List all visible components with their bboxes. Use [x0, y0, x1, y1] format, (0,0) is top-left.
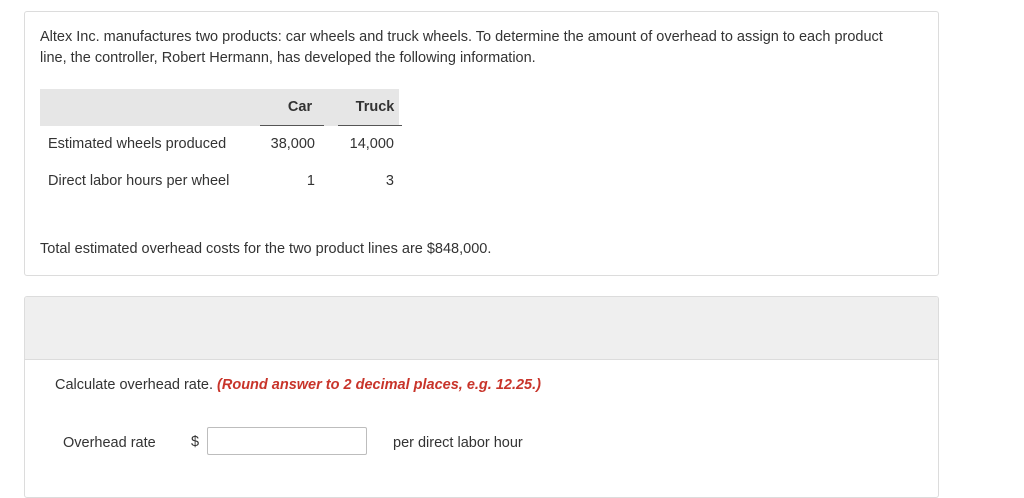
- column-header-truck: Truck: [355, 99, 395, 115]
- row-label-labor-hours: Direct labor hours per wheel: [48, 173, 230, 189]
- total-overhead-text: Total estimated overhead costs for the two product lines are $848,000.: [40, 241, 492, 257]
- row-label-wheels-produced: Estimated wheels produced: [48, 136, 227, 152]
- problem-intro: [40, 27, 920, 69]
- question-card-header: [25, 297, 938, 360]
- question-prompt: [55, 377, 541, 393]
- problem-card: [24, 11, 939, 276]
- table-header: [40, 89, 399, 126]
- cell-car-hours: 1: [306, 173, 315, 189]
- overhead-rate-label: Overhead rate: [63, 435, 156, 451]
- currency-symbol: $: [191, 434, 200, 450]
- intro-line-1: Altex Inc. manufactures two products: car wheels and truck wheels. To determine the amount of overhead to assign to each product: [40, 29, 883, 45]
- truck-header-rule: [338, 125, 402, 126]
- rounding-hint: (Round answer to 2 decimal places, e.g. 12.25.): [217, 377, 541, 393]
- cell-car-wheels: 38,000: [270, 136, 315, 152]
- cell-truck-wheels: 14,000: [349, 136, 394, 152]
- overhead-rate-input[interactable]: [207, 427, 367, 455]
- column-header-car: Car: [287, 99, 313, 115]
- car-header-rule: [260, 125, 324, 126]
- unit-label: per direct labor hour: [393, 435, 523, 451]
- question-text: Calculate overhead rate.: [55, 377, 213, 393]
- cell-truck-hours: 3: [385, 173, 394, 189]
- question-card: [24, 296, 939, 498]
- intro-line-2: line, the controller, Robert Hermann, has developed the following information.: [40, 50, 536, 66]
